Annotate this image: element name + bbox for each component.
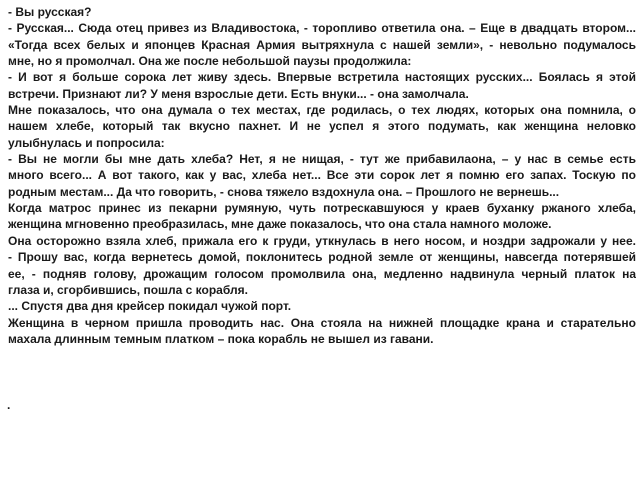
- text-line: ее, - подняв голову, дрожащим голосом промолвила она, медленно надвинула черный платок на: [8, 266, 636, 281]
- text-line: много всего... А вот такого, как у вас, хлеба нет... Все эти сорок лет я помню его запах. Тоскую по: [8, 168, 636, 183]
- text-line: ... Спустя два дня крейсер покидал чужой порт.: [8, 299, 292, 314]
- text-line: встречи. Признают ли? У меня взрослые дети. Есть внуки... - она замолчала.: [8, 86, 469, 101]
- text-line: родным местам... Да что говорить, - снова тяжело вздохнула она. – Прошлого не вернешь...: [8, 184, 560, 199]
- text-line: нашем хлебе, который так вкусно пахнет. И не успел я этого подумать, как женщина неловко: [8, 119, 636, 134]
- text-line: Она осторожно взяла хлеб, прижала его к груди, уткнулась в него носом, и ноздри задрожали у нее.: [8, 233, 636, 248]
- text-line: - Вы не могли бы мне дать хлеба? Нет, я не нищая, - тут же прибавилаона, – у нас в семье есть: [8, 152, 636, 167]
- text-line: - Прошу вас, когда вернетесь домой, поклонитесь родной земле от женщины, навсегда потерявшей: [8, 250, 636, 265]
- story-text: [8, 4, 636, 347]
- text-line: - Вы русская?: [8, 5, 92, 19]
- text-line: Мне показалось, что она думала о тех местах, где родилась, о тех людях, которых она помнила, о: [8, 103, 636, 118]
- end-mark: .: [7, 398, 11, 412]
- text-line: «Тогда всех белых и японцев Красная Армия вытряхнула с нашей земли», - невольно подумалось: [8, 37, 636, 52]
- text-line: женщина мгновенно преобразилась, мне даже показалось, что она стала намного моложе.: [8, 217, 552, 232]
- text-line: улыбнулась и попросила:: [8, 135, 165, 150]
- text-line: махала длинным темным платком – пока корабль не вышел из гавани.: [8, 331, 434, 346]
- text-line: мне, но я промолчал. Она же после небольшой паузы продолжила:: [8, 54, 412, 69]
- text-line: - Русская... Сюда отец привез из Владивостока, - торопливо ответила она. – Еще в двадцать втором...: [8, 21, 636, 36]
- text-line: - И вот я больше сорока лет живу здесь. Впервые встретила настоящих русских... Боялась я этой: [8, 70, 636, 85]
- text-line: Женщина в черном пришла проводить нас. Она стояла на нижней площадке крана и старательно: [8, 315, 636, 330]
- text-line: глаза и, сгорбившись, пошла с корабля.: [8, 282, 248, 297]
- text-line: Когда матрос принес из пекарни румяную, чуть потрескавшуюся у краев буханку ржаного хлеба,: [8, 201, 636, 216]
